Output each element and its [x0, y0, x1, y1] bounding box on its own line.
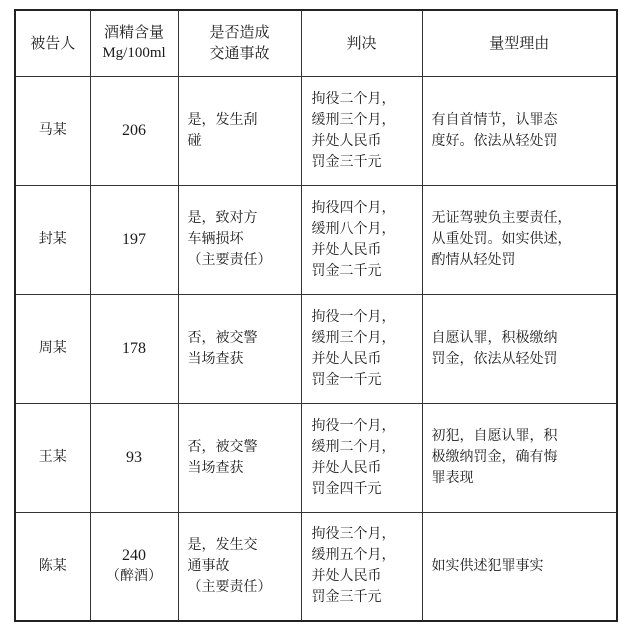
verdict-line: 罚金四千元 [311, 480, 382, 497]
accident-cell [178, 512, 301, 621]
accident-line: 车辆损坏 [187, 231, 244, 247]
verdict-line: 并处人民币 [311, 459, 382, 476]
alcohol-value: 178 [122, 340, 146, 357]
alcohol-cell [90, 403, 178, 512]
reason-line: 酌情从轻处罚 [431, 252, 516, 268]
defendant-cell: 王某 [15, 403, 90, 512]
header-reason: 量型理由 [422, 10, 617, 76]
alcohol-value: 240 [122, 547, 146, 565]
accident-line: 否，被交警 [187, 329, 258, 346]
header-alcohol-line1: 酒精含量 [103, 23, 164, 42]
verdict-line: 缓刑三个月， [311, 329, 396, 346]
alcohol-cell [90, 512, 178, 621]
reason-line: 极缴纳罚金，确有悔 [431, 449, 558, 465]
verdict-cell [301, 185, 422, 294]
verdict-line: 并处人民币 [311, 350, 382, 367]
verdict-cell [301, 76, 422, 185]
defendant-cell: 马某 [15, 76, 90, 185]
header-alcohol [90, 10, 178, 76]
accident-line: 否，被交警 [187, 438, 258, 455]
defendant-cell: 陈某 [15, 512, 90, 621]
header-accident-line1: 是否造成 [209, 23, 270, 42]
verdict-line: 罚金二千元 [311, 262, 382, 279]
header-accident-line2: 交通事故 [209, 44, 270, 63]
reason-line: 罚金，依法从轻处罚 [431, 350, 558, 367]
reason-line: 初犯，自愿认罪，积 [431, 428, 558, 444]
accident-line: 碰 [187, 132, 202, 149]
verdict-line: 拘役二个月， [311, 90, 396, 107]
verdict-cell [301, 403, 422, 512]
accident-line: 当场查获 [187, 350, 244, 367]
verdict-line: 罚金三千元 [311, 153, 382, 170]
verdict-line: 并处人民币 [311, 132, 382, 149]
verdict-line: 罚金三千元 [311, 589, 382, 606]
verdict-line: 拘役四个月， [311, 199, 396, 216]
reason-line: 度好。依法从轻处罚 [431, 132, 558, 149]
accident-cell [178, 185, 301, 294]
defendant-cell: 周某 [15, 294, 90, 403]
table-row [15, 185, 617, 294]
accident-cell [178, 76, 301, 185]
accident-line: 是，致对方 [187, 210, 258, 226]
accident-line: 通事故 [187, 557, 230, 574]
accident-cell [178, 403, 301, 512]
verdict-line: 缓刑三个月， [311, 111, 396, 128]
table-row [15, 294, 617, 403]
accident-line: 是，发生交 [187, 536, 258, 553]
verdict-line: 缓刑五个月， [311, 547, 396, 564]
alcohol-value: 93 [126, 449, 142, 466]
verdict-line: 并处人民币 [311, 241, 382, 258]
alcohol-cell [90, 76, 178, 185]
accident-line: （主要责任） [187, 578, 272, 595]
reason-cell [422, 512, 617, 621]
alcohol-value: 197 [122, 231, 146, 248]
header-defendant: 被告人 [15, 10, 90, 76]
accident-line: 是，发生刮 [187, 111, 258, 128]
reason-cell [422, 403, 617, 512]
sentencing-table [14, 9, 618, 622]
reason-cell [422, 185, 617, 294]
alcohol-note: （醉酒） [106, 568, 162, 585]
table-row [15, 512, 617, 621]
header-verdict: 判决 [301, 10, 422, 76]
verdict-line: 拘役三个月， [311, 526, 396, 543]
reason-line: 无证驾驶负主要责任， [431, 210, 572, 226]
header-row [15, 10, 617, 76]
verdict-line: 并处人民币 [311, 568, 382, 585]
reason-line: 自愿认罪，积极缴纳 [431, 329, 558, 346]
header-accident [178, 10, 301, 76]
verdict-line: 缓刑八个月， [311, 220, 396, 237]
reason-cell [422, 76, 617, 185]
table-row [15, 76, 617, 185]
reason-line: 有自首情节，认罪态 [431, 111, 558, 128]
reason-line: 从重处罚。如实供述， [431, 231, 572, 247]
table-row [15, 403, 617, 512]
reason-cell [422, 294, 617, 403]
verdict-cell [301, 294, 422, 403]
defendant-cell: 封某 [15, 185, 90, 294]
verdict-line: 罚金一千元 [311, 371, 382, 388]
accident-line: （主要责任） [187, 252, 272, 268]
reason-line: 罪表现 [431, 470, 474, 486]
verdict-line: 缓刑二个月， [311, 438, 396, 455]
alcohol-cell [90, 294, 178, 403]
alcohol-cell [90, 185, 178, 294]
accident-line: 当场查获 [187, 459, 244, 476]
alcohol-value: 206 [122, 122, 146, 139]
accident-cell [178, 294, 301, 403]
header-alcohol-line2: Mg/100ml [102, 45, 166, 62]
reason-line: 如实供述犯罪事实 [431, 557, 544, 574]
verdict-line: 拘役一个月， [311, 308, 396, 325]
verdict-cell [301, 512, 422, 621]
verdict-line: 拘役一个月， [311, 417, 396, 434]
